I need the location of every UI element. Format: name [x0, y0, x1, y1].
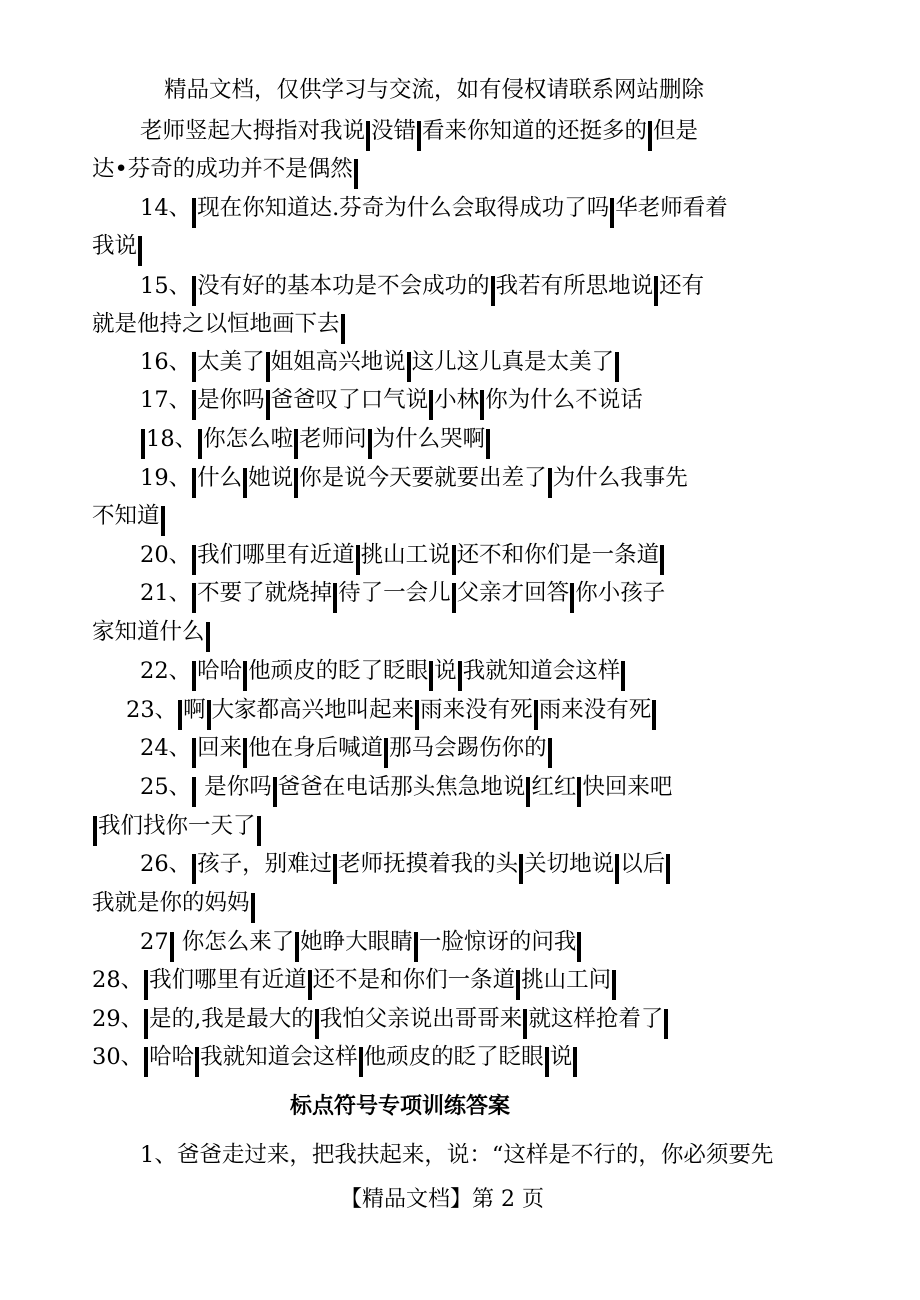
punctuation-box[interactable]	[356, 545, 360, 575]
sentence-segment: 她睁大眼睛	[300, 929, 413, 955]
punctuation-box[interactable]	[192, 661, 196, 691]
punctuation-box[interactable]	[610, 198, 614, 228]
exercise-line	[140, 577, 665, 614]
exercise-line	[140, 346, 620, 383]
punctuation-box[interactable]	[294, 468, 298, 498]
sentence-segment: 雨来没有死	[420, 697, 533, 723]
sentence-segment: 不要了就烧掉	[197, 580, 333, 606]
sentence-segment: 你是说今天要就要出差了	[299, 465, 547, 491]
item-number: 15、	[140, 273, 192, 299]
sentence-segment: 以后	[620, 851, 666, 877]
sentence-segment: 父亲才回答	[456, 580, 570, 606]
item-number: 25、	[140, 774, 192, 800]
punctuation-box[interactable]	[144, 1009, 148, 1039]
answer-title: 标点符号专项训练答案	[290, 1093, 511, 1119]
exercise-line	[140, 270, 704, 307]
punctuation-box[interactable]	[192, 583, 196, 613]
punctuation-box[interactable]	[170, 932, 174, 962]
exercise-line	[92, 887, 256, 924]
punctuation-box[interactable]	[516, 970, 520, 1000]
punctuation-box[interactable]	[359, 1047, 363, 1077]
sentence-segment: 说	[549, 1044, 573, 1070]
sentence-segment: 姐姐高兴地说	[270, 349, 406, 375]
exercise-line	[92, 1003, 669, 1040]
sentence-segment: 我若有所思地说	[495, 273, 654, 299]
punctuation-box[interactable]	[207, 700, 211, 730]
item-number: 22、	[140, 658, 192, 684]
sentence-segment: 我说	[92, 233, 138, 259]
punctuation-box[interactable]	[519, 854, 523, 884]
punctuation-box[interactable]	[144, 970, 148, 1000]
sentence-segment: 你怎么来了	[174, 929, 295, 955]
punctuation-box[interactable]	[654, 276, 658, 306]
punctuation-box[interactable]	[452, 545, 456, 575]
page-footer: 【精品文档】第 2 页	[340, 1187, 544, 1212]
punctuation-box[interactable]	[206, 622, 210, 652]
sentence-segment: 红红	[531, 774, 577, 800]
sentence-segment: 还不是和你们一条道	[312, 967, 516, 993]
sentence-segment: 是的,我是最大的	[149, 1006, 314, 1032]
sentence-segment: 为什么哭啊	[372, 426, 486, 452]
exercise-line	[140, 655, 626, 692]
sentence-segment: 他顽皮的眨了眨眼	[363, 1044, 544, 1070]
punctuation-box[interactable]	[192, 777, 196, 807]
punctuation-box[interactable]	[384, 738, 388, 768]
item-number: 18、	[146, 426, 198, 452]
sentence-segment: 还不和你们是一条道	[456, 542, 660, 568]
exercise-line	[92, 153, 359, 190]
punctuation-box[interactable]	[660, 545, 664, 575]
sentence-segment: 待了一会儿	[338, 580, 451, 606]
punctuation-box[interactable]	[415, 700, 419, 730]
sentence-segment: 老师竖起大拇指对我说	[140, 118, 366, 144]
sentence-segment: 哈哈	[149, 1044, 195, 1070]
punctuation-box[interactable]	[257, 816, 261, 846]
sentence-segment: 家知道什么	[92, 619, 205, 645]
punctuation-box[interactable]	[273, 777, 277, 807]
sentence-segment: 哈哈	[197, 658, 243, 684]
punctuation-box[interactable]	[195, 1047, 199, 1077]
punctuation-box[interactable]	[161, 506, 165, 536]
punctuation-box[interactable]	[491, 276, 495, 306]
item-number: 24、	[140, 735, 192, 761]
exercise-line	[140, 848, 671, 885]
punctuation-box[interactable]	[192, 738, 196, 768]
punctuation-box[interactable]	[621, 661, 625, 691]
sentence-segment: 这儿这儿真是太美了	[411, 349, 615, 375]
sentence-segment: 我们哪里有近道	[197, 542, 355, 568]
punctuation-box[interactable]	[652, 700, 656, 730]
punctuation-box[interactable]	[664, 1009, 668, 1039]
punctuation-box[interactable]	[429, 661, 433, 691]
sentence-segment: 那马会踢伤你的	[389, 735, 547, 761]
punctuation-box[interactable]	[417, 121, 421, 151]
item-number: 30、	[92, 1044, 144, 1070]
punctuation-box[interactable]	[666, 854, 670, 884]
exercise-line	[140, 539, 665, 576]
punctuation-box[interactable]	[648, 121, 652, 151]
sentence-segment: 就这样抢着了	[528, 1006, 664, 1032]
punctuation-box[interactable]	[486, 429, 490, 459]
exercise-line	[140, 926, 582, 963]
sentence-segment: 孩子，别难过	[197, 851, 333, 877]
exercise-line	[140, 771, 672, 808]
punctuation-box[interactable]	[294, 429, 298, 459]
punctuation-box[interactable]	[192, 390, 196, 420]
exercise-line	[140, 462, 688, 499]
punctuation-box[interactable]	[577, 777, 581, 807]
punctuation-box[interactable]	[308, 970, 312, 1000]
sentence-segment: 挑山工说	[360, 542, 451, 568]
punctuation-box[interactable]	[354, 159, 358, 189]
item-number: 21、	[140, 580, 192, 606]
sentence-segment: 挑山工问	[521, 967, 612, 993]
punctuation-box[interactable]	[615, 854, 619, 884]
sentence-segment: 没有好的基本功是不会成功的	[197, 273, 490, 299]
sentence-segment: 为什么我事先	[552, 465, 688, 491]
sentence-segment: 大家都高兴地叫起来	[211, 697, 415, 723]
sentence-segment: 你为什么不说话	[485, 387, 643, 413]
punctuation-box[interactable]	[251, 893, 255, 923]
exercise-line	[140, 384, 643, 421]
punctuation-box[interactable]	[548, 738, 552, 768]
sentence-segment: 是你吗	[197, 387, 265, 413]
punctuation-box[interactable]	[480, 390, 484, 420]
punctuation-box[interactable]	[192, 854, 196, 884]
punctuation-box[interactable]	[414, 932, 418, 962]
sentence-segment: 雨来没有死	[538, 697, 652, 723]
punctuation-box[interactable]	[429, 390, 433, 420]
punctuation-box[interactable]	[333, 583, 337, 613]
exercise-line	[92, 500, 166, 537]
sentence-segment: 还有	[659, 273, 705, 299]
punctuation-box[interactable]	[570, 583, 574, 613]
sentence-segment: 我怕父亲说出哥哥来	[319, 1006, 523, 1032]
punctuation-box[interactable]	[198, 429, 202, 459]
sentence-segment: 他顽皮的眨了眨眼	[248, 658, 429, 684]
exercise-line	[92, 616, 211, 653]
item-number: 29、	[92, 1006, 144, 1032]
item-number: 14、	[140, 195, 192, 221]
sentence-segment: 你怎么啦	[203, 426, 294, 452]
sentence-segment: 小林	[434, 387, 480, 413]
exercise-line	[92, 308, 346, 345]
sentence-segment: 说	[434, 658, 457, 684]
punctuation-box[interactable]	[192, 468, 196, 498]
item-number: 20、	[140, 542, 192, 568]
sentence-segment: 就是他持之以恒地画下去	[92, 311, 340, 337]
sentence-segment: 快回来吧	[582, 774, 673, 800]
exercise-line	[140, 423, 491, 460]
punctuation-box[interactable]	[452, 583, 456, 613]
punctuation-box[interactable]	[534, 700, 538, 730]
sentence-segment: 什么	[197, 465, 243, 491]
punctuation-box[interactable]	[315, 1009, 319, 1039]
sentence-segment: 我们哪里有近道	[149, 967, 307, 993]
punctuation-box[interactable]	[368, 429, 372, 459]
sentence-segment: 回来	[197, 735, 243, 761]
sentence-segment: 达•芬奇的成功并不是偶然	[92, 156, 353, 182]
sentence-segment: 没错	[371, 118, 417, 144]
punctuation-box[interactable]	[615, 352, 619, 382]
exercise-line	[140, 192, 728, 229]
punctuation-box[interactable]	[295, 932, 299, 962]
sentence-segment: 不知道	[92, 503, 160, 529]
exercise-line	[92, 1041, 578, 1078]
punctuation-box[interactable]	[458, 661, 462, 691]
sentence-segment: 爸爸叹了口气说	[270, 387, 429, 413]
exercise-line	[92, 964, 617, 1001]
punctuation-box[interactable]	[178, 700, 182, 730]
item-number: 27	[140, 929, 169, 955]
punctuation-box[interactable]	[93, 816, 97, 846]
punctuation-box[interactable]	[526, 777, 530, 807]
item-number: 28、	[92, 967, 144, 993]
exercise-line	[140, 115, 698, 152]
punctuation-box[interactable]	[192, 352, 196, 382]
punctuation-box[interactable]	[243, 468, 247, 498]
sentence-segment: 太美了	[197, 349, 265, 375]
item-number: 26、	[140, 851, 192, 877]
answer-line-1: 1、爸爸走过来，把我扶起来，说：“这样是不行的，你必须要先	[140, 1142, 774, 1168]
sentence-segment: 我就知道会这样	[200, 1044, 358, 1070]
item-number: 23、	[126, 697, 178, 723]
item-number: 19、	[140, 465, 192, 491]
punctuation-box[interactable]	[192, 545, 196, 575]
sentence-segment: 关切地说	[524, 851, 615, 877]
item-number: 17、	[140, 387, 192, 413]
punctuation-box[interactable]	[333, 854, 337, 884]
punctuation-box[interactable]	[243, 738, 247, 768]
sentence-segment: 是你吗	[197, 774, 272, 800]
sentence-segment: 现在你知道达.芬奇为什么会取得成功了吗	[197, 195, 610, 221]
sentence-segment: 我就是你的妈妈	[92, 890, 250, 916]
exercise-line	[92, 230, 143, 267]
punctuation-box[interactable]	[366, 121, 370, 151]
sentence-segment: 我们找你一天了	[98, 813, 256, 839]
header-note: 精品文档，仅供学习与交流，如有侵权请联系网站删除	[164, 77, 705, 103]
exercise-line	[92, 810, 262, 847]
sentence-segment: 爸爸在电话那头焦急地说	[277, 774, 526, 800]
exercise-line	[126, 694, 657, 731]
punctuation-box[interactable]	[407, 352, 411, 382]
punctuation-box[interactable]	[573, 1047, 577, 1077]
sentence-segment: 你小孩子	[575, 580, 666, 606]
sentence-segment: 老师抚摸着我的头	[338, 851, 519, 877]
punctuation-box[interactable]	[523, 1009, 527, 1039]
sentence-segment: 但是	[653, 118, 699, 144]
punctuation-box[interactable]	[266, 352, 270, 382]
sentence-segment: 看来你知道的还挺多的	[422, 118, 648, 144]
sentence-segment: 一脸惊讶的问我	[418, 929, 577, 955]
punctuation-box[interactable]	[548, 468, 552, 498]
sentence-segment: 我就知道会这样	[462, 658, 621, 684]
punctuation-box[interactable]	[144, 1047, 148, 1077]
punctuation-box[interactable]	[341, 314, 345, 344]
punctuation-box[interactable]	[266, 390, 270, 420]
sentence-segment: 老师问	[299, 426, 367, 452]
sentence-segment: 他在身后喊道	[248, 735, 384, 761]
punctuation-box[interactable]	[577, 932, 581, 962]
punctuation-box[interactable]	[192, 198, 196, 228]
punctuation-box[interactable]	[192, 276, 196, 306]
punctuation-box[interactable]	[141, 429, 145, 459]
punctuation-box[interactable]	[612, 970, 616, 1000]
item-number: 16、	[140, 349, 192, 375]
sentence-segment: 她说	[248, 465, 294, 491]
sentence-segment: 啊	[183, 697, 206, 723]
punctuation-box[interactable]	[243, 661, 247, 691]
sentence-segment: 华老师看着	[615, 195, 728, 221]
punctuation-box[interactable]	[545, 1047, 549, 1077]
exercise-line	[140, 732, 553, 769]
punctuation-box[interactable]	[138, 236, 142, 266]
